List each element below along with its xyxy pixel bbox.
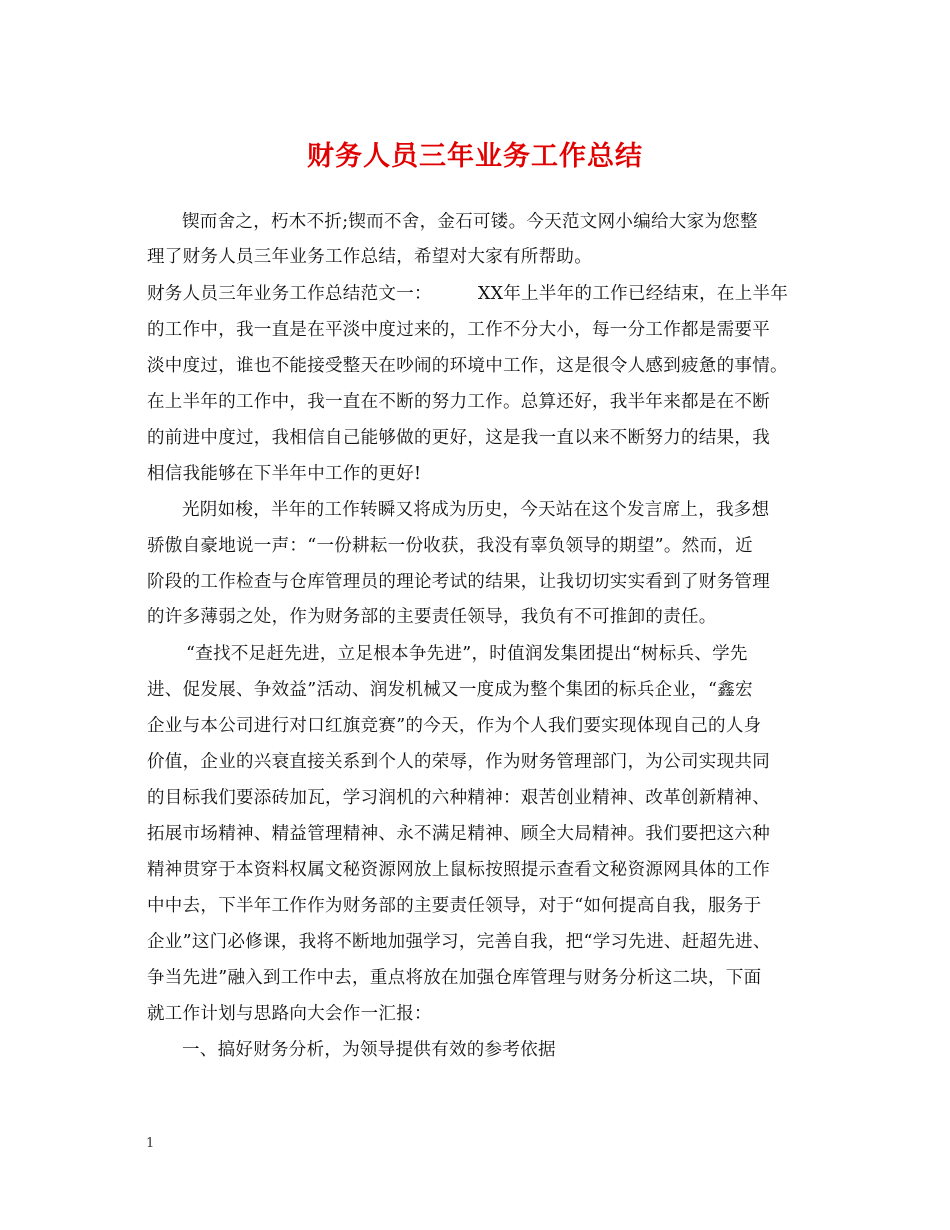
section-heading: 一、搞好财务分析，为领导提供有效的参考依据 (182, 1040, 556, 1060)
paragraph-line: 的目标我们要添砖加瓦，学习润机的六种精神：艰苦创业精神、改革创新精神、 (147, 788, 770, 808)
paragraph-line: 争当先进”融入到工作中去，重点将放在加强仓库管理与财务分析这二块，下面 (147, 968, 762, 988)
page-number: 1 (146, 1136, 155, 1151)
paragraph-line: 进、促发展、争效益”活动、润发机械又一度成为整个集团的标兵企业，“鑫宏 (147, 680, 753, 700)
paragraph-line: 的工作中，我一直是在平淡中度过来的，工作不分大小，每一分工作都是需要平 (147, 320, 770, 340)
paragraph-line: 企业”这门必修课，我将不断地加强学习，完善自我，把“学习先进、赶超先进、 (147, 932, 771, 952)
paragraph-line: 价值，企业的兴衰直接关系到个人的荣辱，作为财务管理部门，为公司实现共同 (147, 752, 770, 772)
paragraph-line: 企业与本公司进行对口红旗竞赛”的今天，作为个人我们要实现体现自己的人身 (147, 716, 762, 736)
paragraph-line: 相信我能够在下半年中工作的更好! (147, 464, 422, 484)
paragraph-line: 阶段的工作检查与仓库管理员的理论考试的结果，让我切切实实看到了财务管理 (147, 572, 770, 592)
paragraph-line: 的前进中度过，我相信自己能够做的更好，这是我一直以来不断努力的结果，我 (147, 428, 770, 448)
section-heading: 财务人员三年业务工作总结范文一： (147, 284, 432, 304)
paragraph-line: “查找不足赶先进，立足根本争先进”，时值润发集团提出“树标兵、学先 (186, 644, 748, 664)
paragraph-line: 精神贯穿于本资料权属文秘资源网放上鼠标按照提示查看文秘资源网具体的工作 (147, 860, 770, 880)
paragraph-line: 拓展市场精神、精益管理精神、永不满足精神、顾全大局精神。我们要把这六种 (147, 824, 770, 844)
paragraph-line: 光阴如梭，半年的工作转瞬又将成为历史，今天站在这个发言席上，我多想 (182, 500, 770, 520)
paragraph-line: 就工作计划与思路向大会作一汇报： (147, 1004, 432, 1024)
paragraph-line: 骄傲自豪地说一声：“一份耕耘一份收获，我没有辜负领导的期望”。然而，近 (147, 536, 753, 556)
paragraph-line: 的许多薄弱之处，作为财务部的主要责任领导，我负有不可推卸的责任。 (147, 607, 717, 627)
paragraph-line: 理了财务人员三年业务工作总结，希望对大家有所帮助。 (147, 247, 592, 267)
paragraph-line: 淡中度过，谁也不能接受整天在吵闹的环境中工作，这是很令人感到疲惫的事情。 (147, 356, 788, 376)
paragraph-text: XX年上半年的工作已经结束，在上半年 (477, 284, 789, 304)
paragraph-line: 锲而舍之，朽木不折;锲而不舍，金石可镂。今天范文网小编给大家为您整 (182, 212, 758, 232)
paragraph-line: 中中去，下半年工作作为财务部的主要责任领导，对于“如何提高自我，服务于 (147, 896, 762, 916)
document-title: 财务人员三年业务工作总结 (307, 141, 643, 172)
paragraph-line (147, 283, 788, 305)
paragraph-line: 在上半年的工作中，我一直在不断的努力工作。总算还好，我半年来都是在不断 (147, 392, 770, 412)
